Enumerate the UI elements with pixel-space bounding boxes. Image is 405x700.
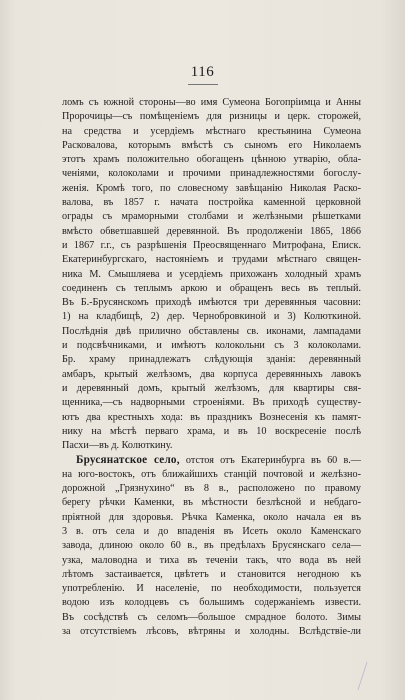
text-line: Бр. храму принадлежатъ слѣдующія зданія: деревянный <box>62 354 361 366</box>
text-line: берегу рѣчки Каменки, въ мѣстности безлѣсной и небдаго- <box>62 497 361 509</box>
text-line: Въ Б.-Брусянскомъ приходѣ имѣются три деревянныя часовни: <box>62 297 361 309</box>
text-line: на юго-востокъ, отъ ближайшихъ станцій почтовой и желѣзно- <box>62 468 361 480</box>
page-number: 116 <box>190 64 215 80</box>
text-line: женія. Кромѣ того, по словесному завѣщанію Николая Раско- <box>62 182 361 194</box>
section-heading-rest: отстоя отъ Екатеринбурга въ 60 в.— <box>185 455 361 467</box>
text-line: узка, маловодна и тиха въ теченіи такъ, что вода въ ней <box>62 554 361 566</box>
text-line: пріятной для здоровья. Рѣчка Каменка, около начала ея въ <box>62 511 361 523</box>
text-line: Въ сосѣдствѣ съ селомъ—большое смрадное болото. Зимы <box>62 611 361 623</box>
text-line: ломъ съ южной стороны—во имя Сумеона Богопріимца и Анны <box>62 97 361 108</box>
text-line: соединенъ съ теплымъ аркою и обращенъ весь въ теплый. <box>62 282 361 294</box>
body-text <box>62 96 361 639</box>
text-line: щенника,—съ надворными строеніями. Въ приходѣ существу- <box>62 397 361 409</box>
text-line: дорожной „Грязнухино“ въ 8 в., расположено по правому <box>62 483 361 495</box>
text-line: валова, въ 1857 г. начата постройка каменной церковной <box>62 197 361 209</box>
text-line: и деревянный домъ, крытый желѣзомъ, для квартиры свя- <box>62 382 361 394</box>
text-line: нику на мѣстѣ перваго храма, и въ 10 воскресеніе послѣ <box>62 425 361 437</box>
text-line: 1) на кладбищѣ, 2) дер. Чернобровкиной и 3) Колюткиной. <box>62 311 361 323</box>
text-line: Екатеринбургскаго, настояніемъ и трудами мѣстнаго священ- <box>62 254 361 266</box>
section-heading: Брусянатское село, <box>76 454 180 467</box>
text-line: Пророчицы—съ помѣщеніемъ для ризницы и церк. сторожей, <box>62 111 361 123</box>
text-line: и подсвѣчниками, и имѣютъ колокольни съ 3 колоколами. <box>62 340 361 352</box>
text-line: на средства и усердіемъ мѣстнаго крестьянина Сумеона <box>62 125 361 137</box>
text-line: завода, длиною около 60 в., въ предѣлахъ Брусянскаго села— <box>62 540 361 552</box>
text-line: ограды съ мраморными столбами и желѣзными рѣшетками <box>62 211 361 223</box>
text-line: Расковалова, которымъ вмѣстѣ съ сыномъ его Николаемъ <box>62 139 361 151</box>
text-line: 3 в. отъ села и до впаденія въ Исеть около Каменскаго <box>62 525 361 537</box>
text-line: лѣтомъ застаивается, цвѣтетъ и становится негодною къ <box>62 568 361 580</box>
text-line: употребленію. И населеніе, по необходимости, пользуется <box>62 583 361 595</box>
text-line: вмѣсто обветшавшей деревянной. Въ продолженіи 1865, 1866 <box>62 225 361 237</box>
text-line: ника М. Смышляева и усердіемъ прихожанъ холодный храмъ <box>62 268 361 280</box>
pencil-mark <box>357 662 383 690</box>
text-line: Послѣднія двѣ прилично обставлены св. иконами, лампадами <box>62 325 361 337</box>
text-line: и 1867 г.г., съ разрѣшенія Преосвященнаго Митрофана, Еписк. <box>62 239 361 251</box>
text-line: ютъ два крестныхъ хода: въ праздникъ Вознесенія къ памят- <box>62 411 361 423</box>
page-number-rule <box>188 84 218 85</box>
text-line: ченіями, колоколами и прочими принадлежностями богослу- <box>62 168 361 180</box>
text-line: водою изъ колодцевъ съ большимъ содержаніемъ извести. <box>62 597 361 609</box>
text-line: этотъ храмъ положительно обогащенъ цѣнною утварію, обла- <box>62 154 361 166</box>
text-line: амбаръ, крытый желѣзомъ, два корпуса деревянныхъ лавокъ <box>62 368 361 380</box>
text-line: за отсутствіемъ лѣсовъ, вѣтряны и холодны. Вслѣдствіе-ли <box>62 625 361 637</box>
text-line: Пасхи—въ д. Колюткину. <box>62 440 173 452</box>
section-heading-line <box>62 453 361 467</box>
